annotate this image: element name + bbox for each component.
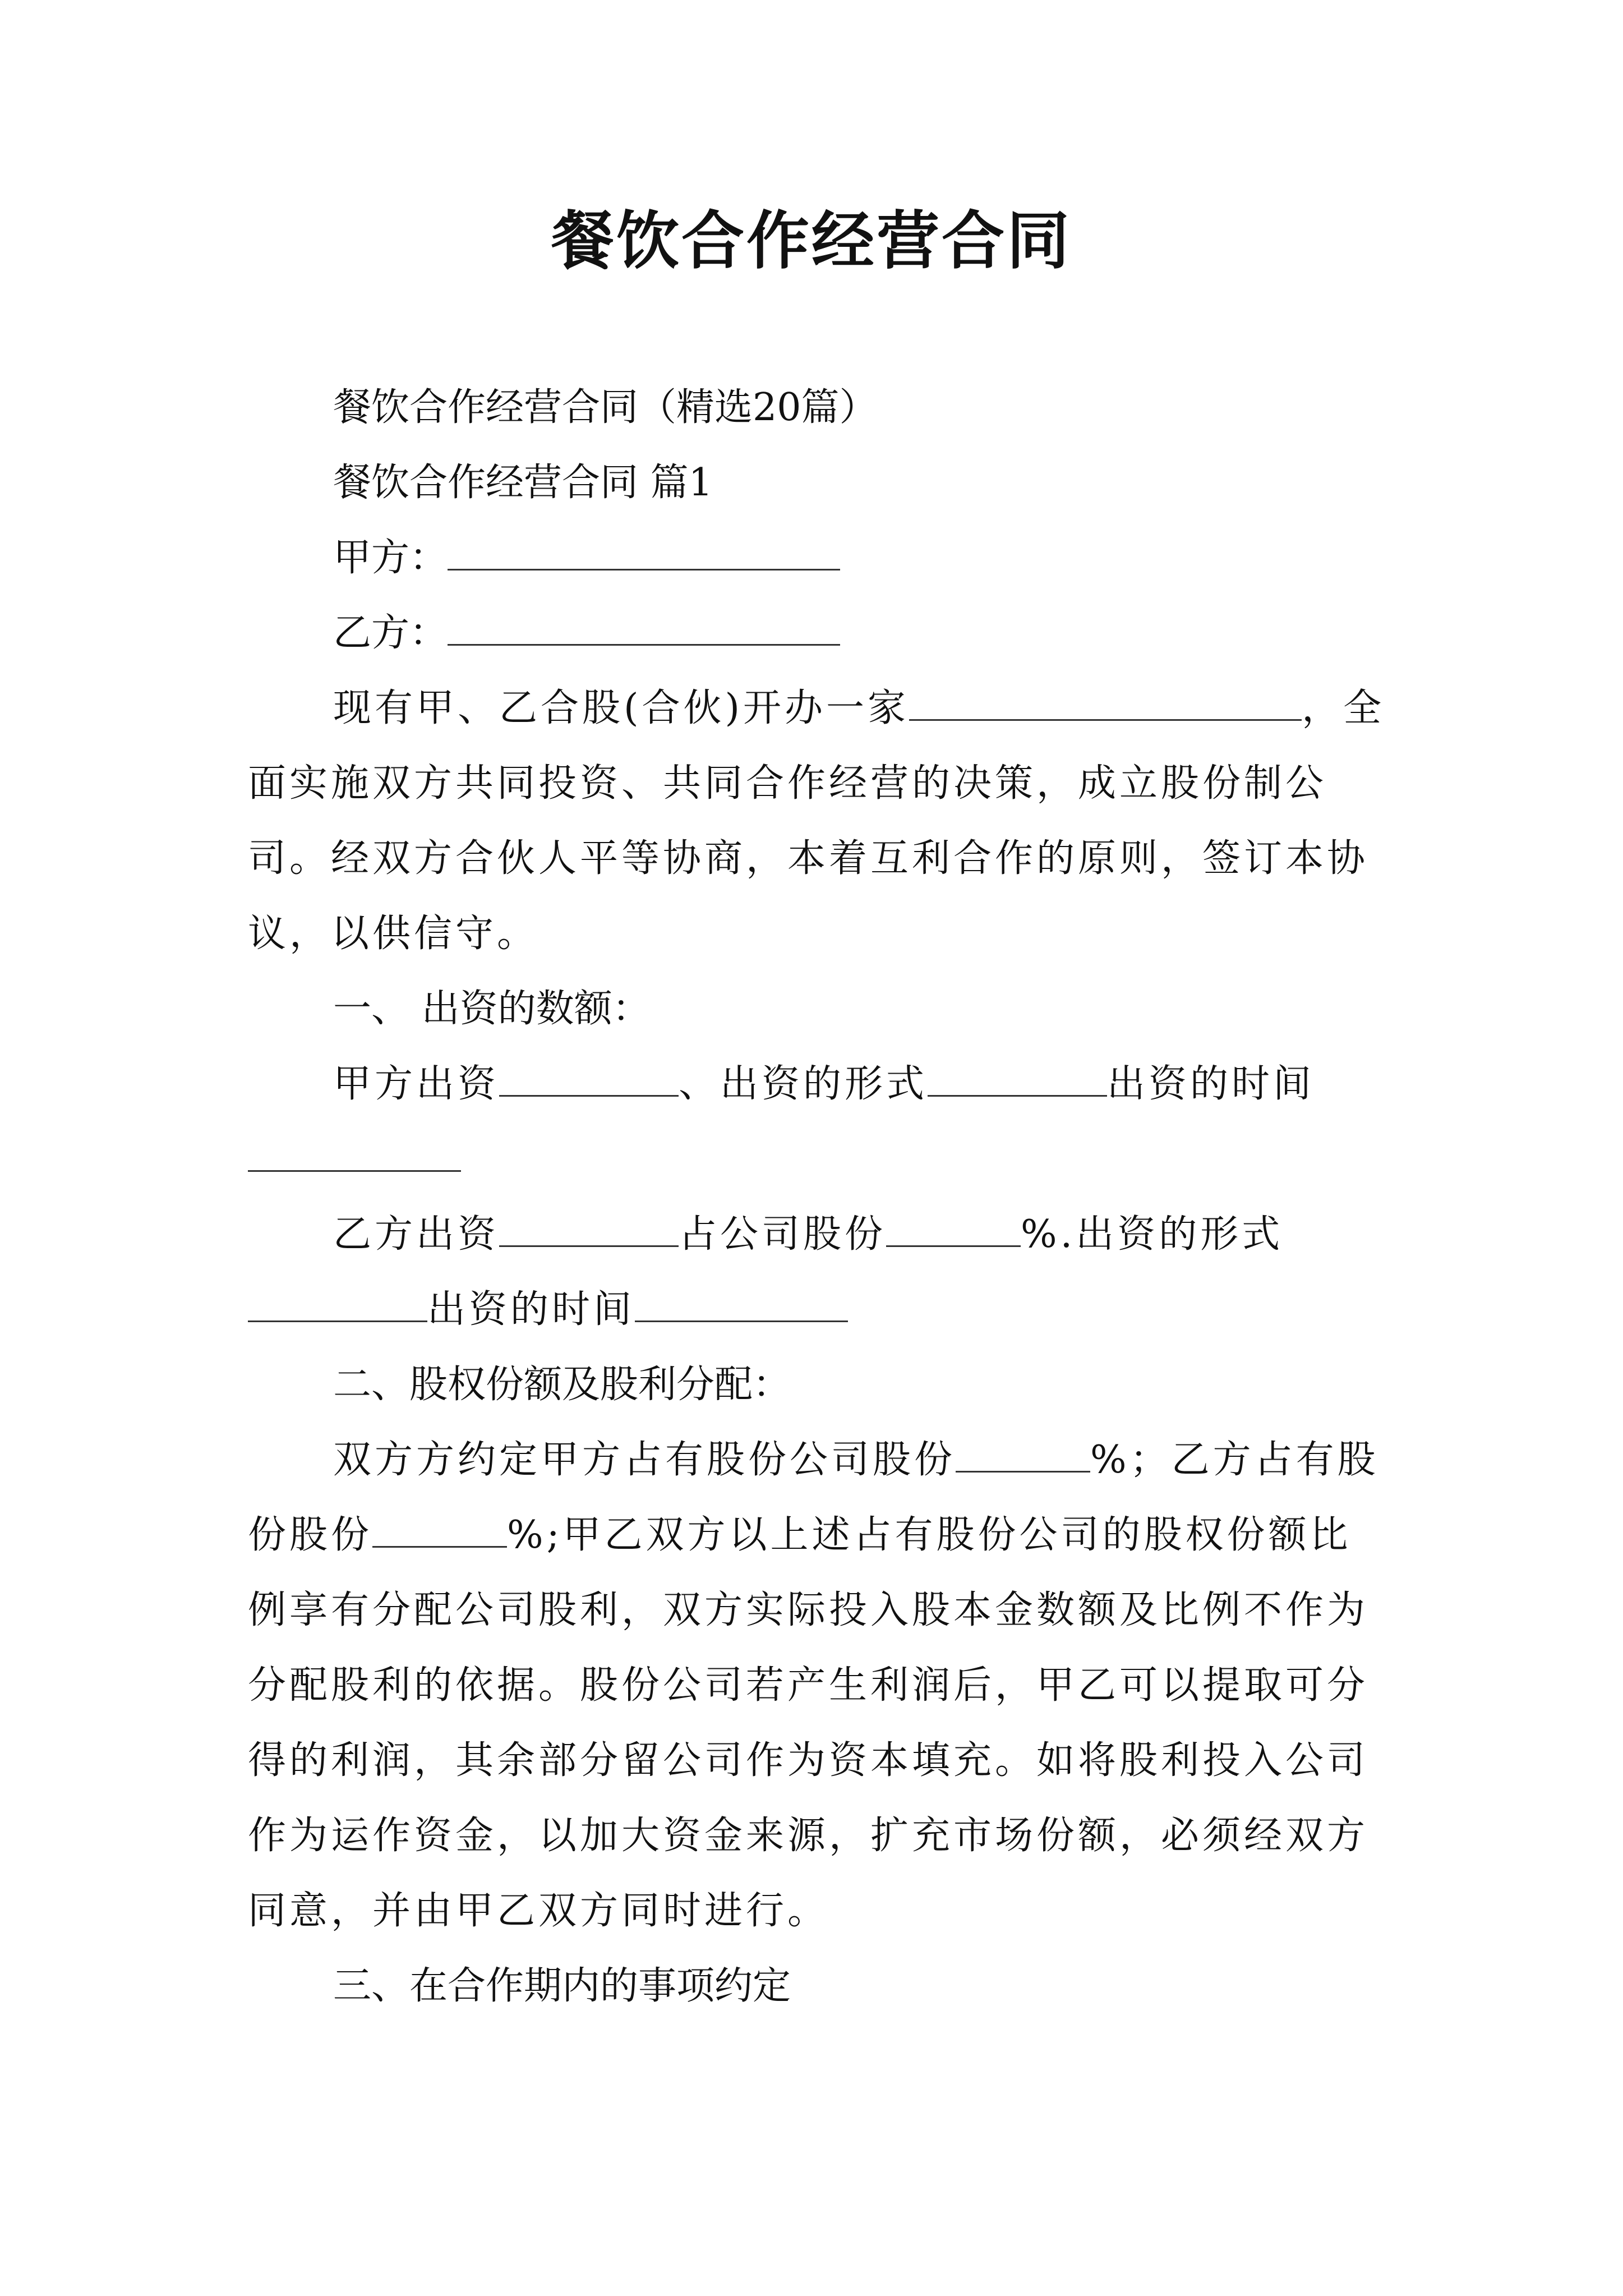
paragraph-text: 乙方出资 [333, 1212, 500, 1257]
party-b-investment [248, 1197, 1385, 1347]
party-b-label: 乙方： [333, 611, 448, 655]
paragraph-text: %;甲乙双方以上述占有股份公司的股权份额比例享有分配公司股利，双方实际投入股本金数额及比例不作为分配股利的依据。股份公司若产生利润后，甲乙可以提取可分得的利润，其余部分留公司作为资本填充。如将股利投入公司作为运作资金，以加大资金来源，扩充市场份额，必须经双方同意，并由甲乙双方同时进行。 [248, 1513, 1369, 1933]
paragraph-text: 二、股权份额及股利分配： [333, 1363, 791, 1407]
paragraph-text: ，全面实施双方共同投资、共同合作经营的决策，成立股份制公司。经双方合伙人平等协商，本着互利合作的原则，签订本协议，以供信守。 [248, 686, 1385, 956]
paragraph-text: 三、在合作期内的事项约定 [333, 1964, 791, 2008]
party-b-time-blank [635, 1285, 848, 1322]
paragraph-text: 占公司股份 [679, 1212, 887, 1257]
party-a-investment [248, 1047, 1385, 1197]
section-1-heading [248, 972, 1385, 1047]
paragraph-text: 一、 出资的数额： [333, 987, 651, 1031]
party-a-blank [448, 533, 840, 570]
business-name-blank [909, 683, 1302, 721]
party-a-label: 甲方： [333, 536, 448, 580]
document-title: 餐饮合作经营合同 [551, 204, 1072, 278]
party-b-percent-blank [372, 1510, 507, 1548]
paragraph-text: 现有甲、乙合股(合伙)开办一家 [333, 686, 910, 730]
intro-paragraph [248, 671, 1385, 972]
paragraph-text: 甲方出资 [333, 1062, 500, 1106]
paragraph-text: %；乙方占有股份股份 [248, 1438, 1379, 1557]
party-b-line [248, 596, 1385, 671]
paragraph-text: %.出资的形式 [1021, 1212, 1284, 1257]
section-2-heading [248, 1347, 1385, 1423]
section-3-heading [248, 1949, 1385, 2024]
party-a-form-blank [928, 1059, 1107, 1097]
party-a-time-blank [248, 1134, 461, 1172]
profit-sharing-paragraph [248, 1423, 1385, 1949]
party-a-percent-blank [956, 1435, 1090, 1473]
paragraph-text: 出资的时间 [1107, 1062, 1315, 1106]
paragraph-text: 、出资的形式 [679, 1062, 928, 1106]
subtitle-collection [248, 370, 1385, 445]
document-body [248, 370, 1385, 2024]
party-b-form-blank [248, 1285, 427, 1322]
party-b-amount-blank [499, 1209, 679, 1247]
subtitle-article-1 [248, 445, 1385, 521]
paragraph-text: 餐饮合作经营合同（精选20篇） [333, 385, 878, 430]
paragraph-text: 餐饮合作经营合同 篇1 [333, 461, 713, 505]
party-a-line [248, 521, 1385, 596]
party-a-amount-blank [499, 1059, 679, 1097]
party-b-blank [448, 608, 840, 646]
paragraph-text: 出资的时间 [427, 1287, 635, 1332]
party-b-share-blank [886, 1209, 1021, 1247]
paragraph-text: 双方方约定甲方占有股份公司股份 [333, 1438, 956, 1482]
